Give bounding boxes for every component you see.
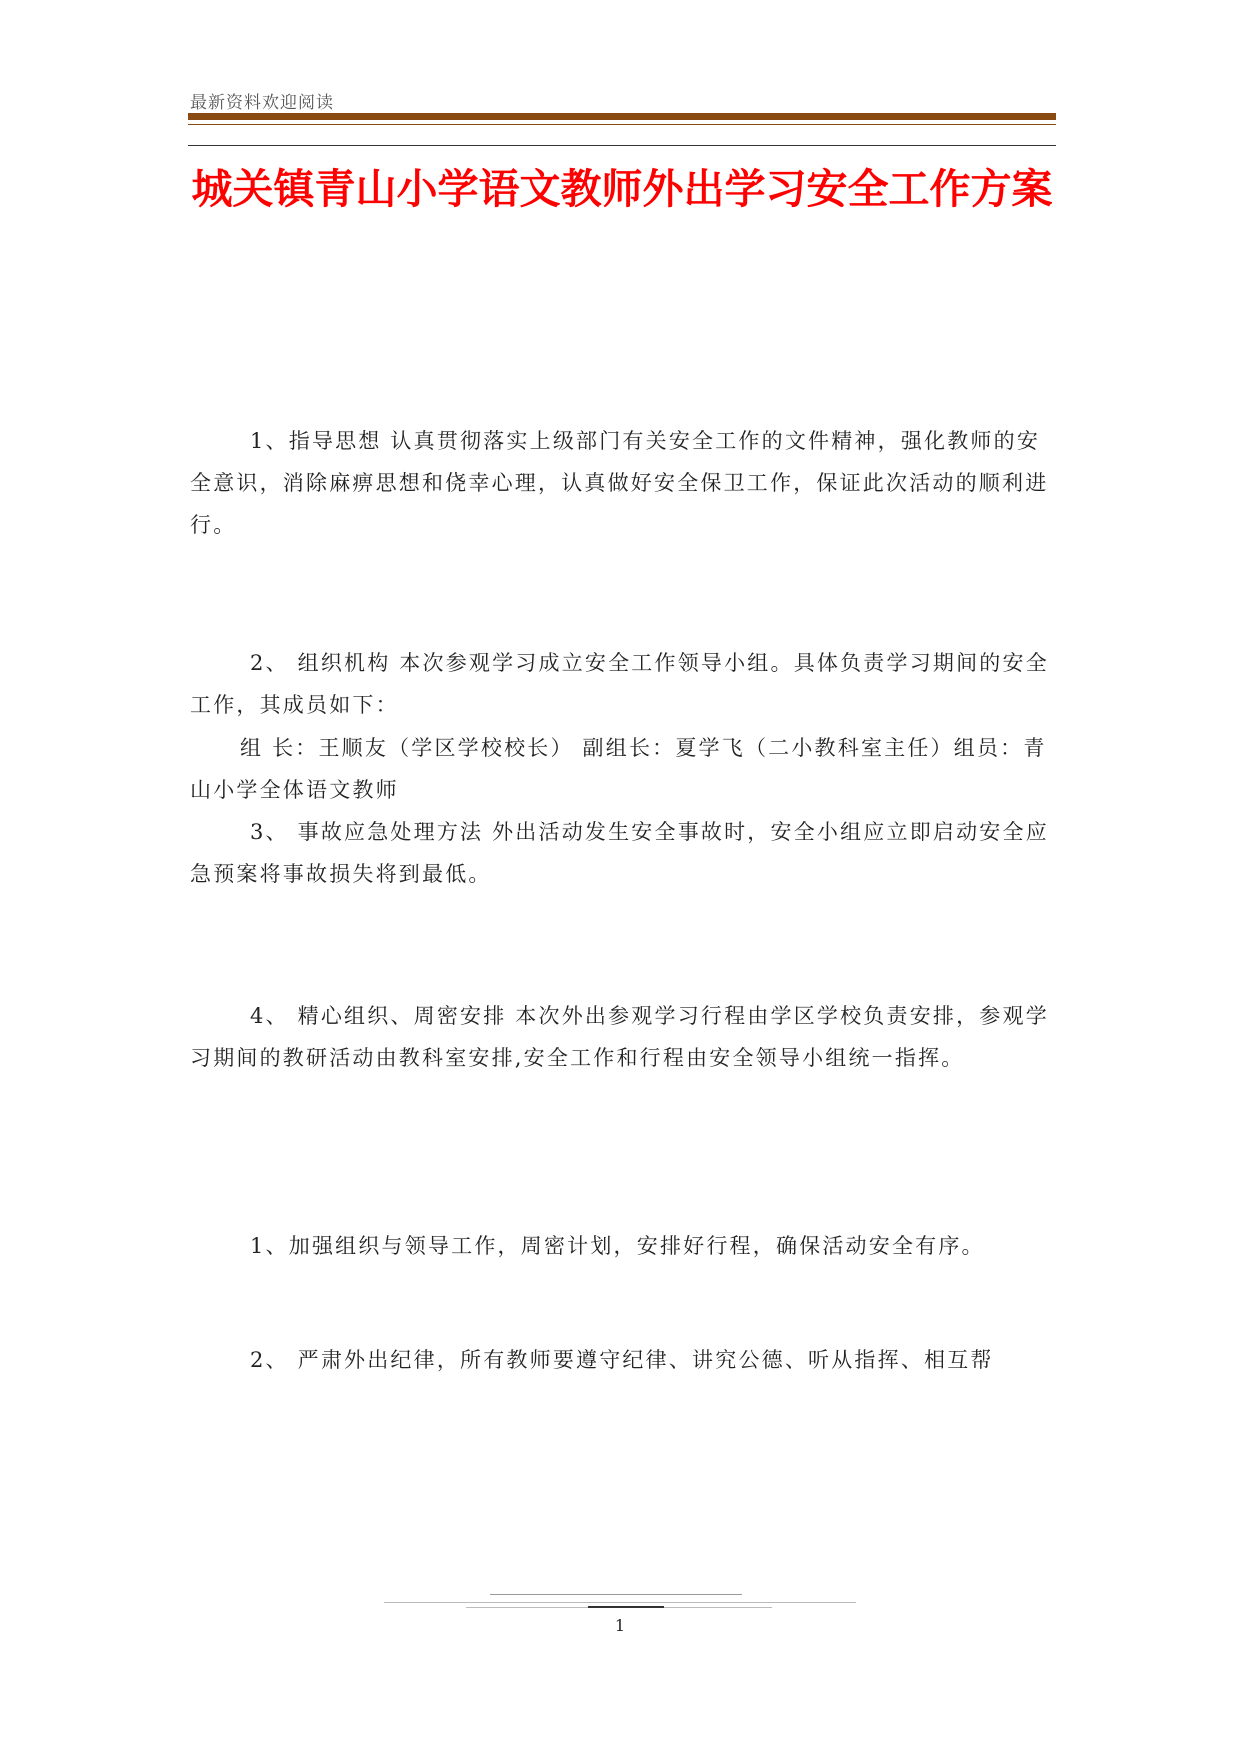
header-rule-thin	[188, 124, 1056, 125]
paragraph-arrangement: 4、 精心组织、周密安排 本次外出参观学习行程由学区学校负责安排，参观学习期间的教研活动由教科室安排,安全工作和行程由安全领导小组统一指挥。	[190, 1004, 1049, 1070]
paragraph-measure-1: 1、加强组织与领导工作，周密计划，安排好行程，确保活动安全有序。	[250, 1234, 985, 1258]
document-title: 城关镇青山小学语文教师外出学习安全工作方案	[191, 165, 1053, 213]
paragraph-guiding-principle: 1、指导思想 认真贯彻落实上级部门有关安全工作的文件精神，强化教师的安全意识，消除麻痹思想和侥幸心理，认真做好安全保卫工作，保证此次活动的顺利进行。	[190, 429, 1049, 537]
footer-rule-top	[490, 1594, 742, 1595]
paragraph-organization: 2、 组织机构 本次参观学习成立安全工作领导小组。具体负责学习期间的安全工作，其成员如下：	[190, 651, 1049, 717]
paragraph-members: 组 长：王顺友（学区学校校长） 副组长：夏学飞（二小教科室主任）组员：青山小学全体语文教师	[190, 736, 1047, 802]
paragraph-measure-2: 2、 严肃外出纪律，所有教师要遵守纪律、讲究公德、听从指挥、相互帮	[250, 1348, 994, 1372]
footer-rule-accent	[588, 1606, 664, 1608]
header-text: 最新资料欢迎阅读	[190, 93, 334, 113]
header-rule-thick	[188, 113, 1056, 120]
footer-rule-middle	[384, 1602, 856, 1603]
paragraph-emergency: 3、 事故应急处理方法 外出活动发生安全事故时，安全小组应立即启动安全应急预案将事故损失将到最低。	[190, 820, 1049, 886]
page-number: 1	[614, 1616, 626, 1635]
header-rule-bottom	[188, 145, 1056, 146]
